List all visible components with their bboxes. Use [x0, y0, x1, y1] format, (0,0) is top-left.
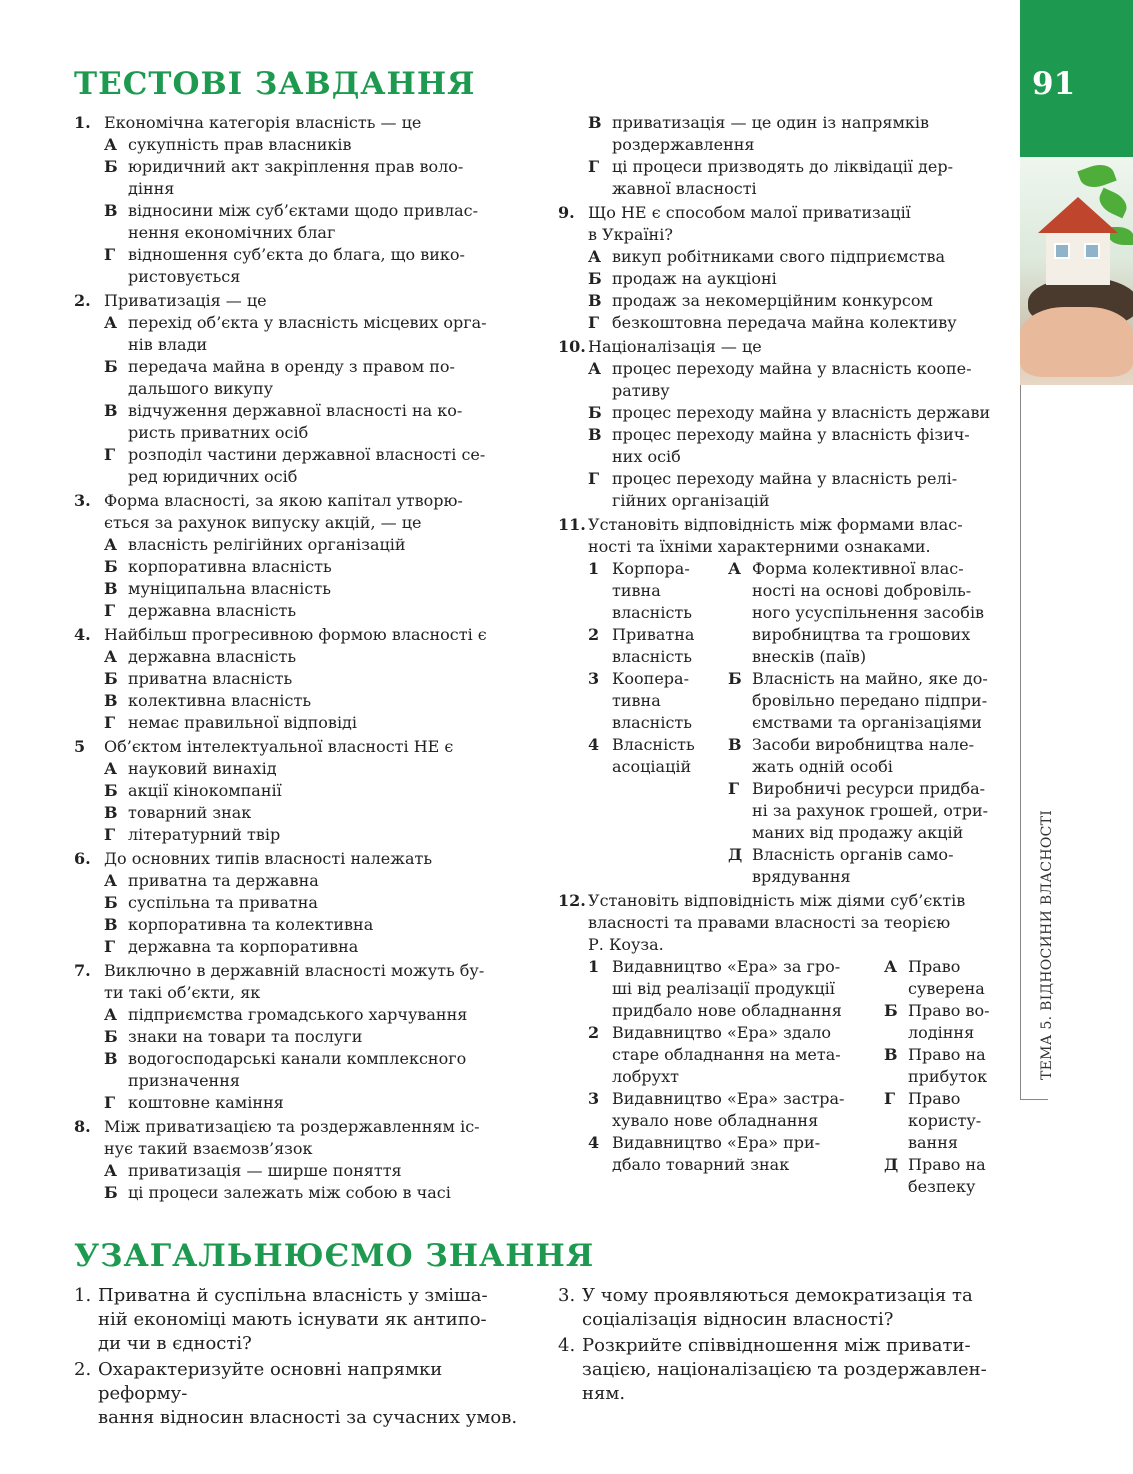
- summary-right-question: [558, 1334, 1003, 1406]
- answer-option: [588, 268, 998, 290]
- answer-letter: А: [104, 759, 118, 778]
- question-text: в Україні?: [588, 225, 673, 244]
- answer-option: [104, 200, 514, 244]
- answer-text: процес переходу майна у власність держави: [612, 403, 991, 422]
- answer-letter: А: [104, 1161, 118, 1180]
- summary-right-column: [558, 1284, 1003, 1408]
- question-number: 5: [74, 737, 86, 756]
- answer-letter: Г: [104, 445, 116, 464]
- answer-option: [104, 1026, 514, 1048]
- summary-text: Приватна й суспільна власність у зміша-: [98, 1285, 488, 1306]
- answer-option: [588, 358, 998, 402]
- question-q5: [74, 736, 514, 846]
- match-right-letter: Г: [884, 1089, 896, 1108]
- match-left-text: тивна: [612, 581, 661, 600]
- match-right-letter: Д: [884, 1155, 899, 1174]
- match-right-text: Виробничі ресурси придба-: [752, 779, 986, 798]
- answer-letter: А: [104, 313, 118, 332]
- summary-number: 3.: [558, 1285, 576, 1306]
- match-right-text: жать одній особі: [752, 757, 893, 776]
- summary-number: 4.: [558, 1335, 576, 1356]
- answer-letter: А: [104, 135, 118, 154]
- answer-text: роздержавлення: [612, 135, 755, 154]
- answer-text: продаж за некомерційним конкурсом: [612, 291, 933, 310]
- summary-text: соціалізація відносин власності?: [582, 1309, 894, 1330]
- answer-text: товарний знак: [128, 803, 252, 822]
- question-q2: [74, 290, 514, 488]
- answer-option: [588, 290, 998, 312]
- answer-text: викуп робітниками свого підприємства: [612, 247, 946, 266]
- match-right-text: лодіння: [908, 1023, 975, 1042]
- answer-text: приватизація — це один із напрямків: [612, 113, 930, 132]
- match-right-text: Засоби виробництва нале-: [752, 735, 975, 754]
- answer-letter: Б: [104, 557, 118, 576]
- answer-text: процес переходу майна у власність фізич-: [612, 425, 970, 444]
- answer-text: ристь приватних осіб: [128, 423, 309, 442]
- answer-letter: Г: [588, 469, 600, 488]
- answer-letter: В: [104, 803, 118, 822]
- page-number: 91: [1032, 66, 1076, 102]
- question-text: До основних типів власності належать: [104, 849, 433, 868]
- answer-text: продаж на аукціоні: [612, 269, 777, 288]
- question-text: ності та їхніми характерними ознаками.: [588, 537, 931, 556]
- spacer: [74, 1204, 514, 1206]
- match-left-text: Приватна: [612, 625, 695, 644]
- answer-text: муніципальна власність: [128, 579, 331, 598]
- answer-text: приватна власність: [128, 669, 293, 688]
- match-right-text: Право на: [908, 1155, 986, 1174]
- answer-text: корпоративна та колективна: [128, 915, 374, 934]
- match-right-text: Власність органів само-: [752, 845, 954, 864]
- answer-letter: Г: [104, 1093, 116, 1112]
- answer-letter: Б: [104, 669, 118, 688]
- answer-option: [104, 892, 514, 914]
- match-right-text: Право во-: [908, 1001, 990, 1020]
- tests-heading: ТЕСТОВІ ЗАВДАННЯ: [74, 66, 476, 102]
- answer-text: науковий винахід: [128, 759, 277, 778]
- question-q8cont: [558, 112, 998, 200]
- match-right-letter: Б: [728, 669, 742, 688]
- match-right-text: Право: [908, 957, 961, 976]
- match-left-number: 3: [588, 1089, 600, 1108]
- question-number: 2.: [74, 291, 91, 310]
- answer-option: [104, 1182, 514, 1204]
- match-right-text: користу-: [908, 1111, 982, 1130]
- match-left-number: 4: [588, 735, 600, 754]
- house-in-hands-photo: [1020, 157, 1133, 385]
- match-left-text: лобрухт: [612, 1067, 679, 1086]
- match-right-text: Власність на майно, яке до-: [752, 669, 988, 688]
- side-rule: [1020, 385, 1021, 1100]
- question-text: Що НЕ є способом малої приватизації: [588, 203, 911, 222]
- answer-letter: В: [104, 915, 118, 934]
- answer-text: відношення суб’єкта до блага, що вико-: [128, 245, 465, 264]
- match-left-number: 2: [588, 1023, 600, 1042]
- answer-letter: Б: [104, 893, 118, 912]
- answer-option: [104, 914, 514, 936]
- answer-text: відчуження державної власності на ко-: [128, 401, 463, 420]
- question-q11: [558, 514, 998, 888]
- match-right-text: Право: [908, 1089, 961, 1108]
- summary-text: ди чи в єдності?: [98, 1333, 252, 1354]
- answer-text: підприємства громадського харчування: [128, 1005, 468, 1024]
- question-text: Приватизація — це: [104, 291, 267, 310]
- answer-letter: Б: [104, 157, 118, 176]
- question-number: 6.: [74, 849, 91, 868]
- answer-text: відносини між суб’єктами щодо привлас-: [128, 201, 479, 220]
- answer-option: [104, 802, 514, 824]
- match-left-text: власність: [612, 603, 692, 622]
- match-left-number: 4: [588, 1133, 600, 1152]
- question-text: ти такі об’єкти, як: [104, 983, 261, 1002]
- chapter-side-title: ТЕМА 5. ВІДНОСИНИ ВЛАСНОСТІ: [1039, 809, 1055, 1080]
- answer-letter: В: [588, 291, 602, 310]
- answer-letter: Б: [104, 1027, 118, 1046]
- match-left-text: Видавництво «Ера» при-: [612, 1133, 821, 1152]
- answer-option: [104, 134, 514, 156]
- answer-option: [104, 824, 514, 846]
- answer-letter: В: [588, 425, 602, 444]
- answer-option: [104, 444, 514, 488]
- match-left-text: ші від реалізації продукції: [612, 979, 835, 998]
- match-left-text: Власність: [612, 735, 695, 754]
- answer-option: [104, 646, 514, 668]
- answer-text: передача майна в оренду з правом по-: [128, 357, 455, 376]
- question-number: 7.: [74, 961, 91, 980]
- match-right-text: виробництва та грошових: [752, 625, 971, 644]
- spacer: [558, 1198, 998, 1200]
- answer-option: [104, 690, 514, 712]
- match-left-text: тивна: [612, 691, 661, 710]
- match-right-letter: А: [728, 559, 742, 578]
- answer-letter: В: [104, 691, 118, 710]
- question-text: ється за рахунок випуску акцій, — це: [104, 513, 422, 532]
- summary-heading: УЗАГАЛЬНЮЄМО ЗНАННЯ: [74, 1238, 595, 1274]
- answer-text: державна власність: [128, 601, 297, 620]
- side-rule-tick: [1020, 1099, 1048, 1100]
- question-text: Між приватизацією та роздержавленням іс-: [104, 1117, 480, 1136]
- question-number: 8.: [74, 1117, 91, 1136]
- match-left-text: власність: [612, 713, 692, 732]
- answer-letter: В: [104, 1049, 118, 1068]
- question-text: Р. Коуза.: [588, 935, 664, 954]
- answer-text: жавної власності: [612, 179, 757, 198]
- match-right-text: вання: [908, 1133, 958, 1152]
- answer-option: [588, 402, 998, 424]
- question-q8: [74, 1116, 514, 1204]
- answer-text: коштовне каміння: [128, 1093, 284, 1112]
- match-left-text: Видавництво «Ера» здало: [612, 1023, 832, 1042]
- answer-letter: Б: [104, 781, 118, 800]
- answer-text: державна власність: [128, 647, 297, 666]
- question-text: Установіть відповідність між формами влас-: [588, 515, 963, 534]
- tests-right-column: [558, 112, 998, 1200]
- answer-letter: Г: [104, 937, 116, 956]
- answer-option: [588, 468, 998, 512]
- summary-text: Розкрийте співвідношення між привати-: [582, 1335, 971, 1356]
- answer-option: [104, 556, 514, 578]
- answer-letter: Г: [104, 713, 116, 732]
- answer-option: [588, 424, 998, 468]
- answer-option: [104, 936, 514, 958]
- match-right-text: Форма колективної влас-: [752, 559, 964, 578]
- answer-option: [104, 1004, 514, 1026]
- answer-text: водогосподарські канали комплексного: [128, 1049, 467, 1068]
- answer-letter: В: [104, 401, 118, 420]
- question-q4: [74, 624, 514, 734]
- match-right-letter: А: [884, 957, 898, 976]
- answer-option: [588, 246, 998, 268]
- question-text: Об’єктом інтелектуальної власності НЕ є: [104, 737, 454, 756]
- answer-letter: Б: [588, 269, 602, 288]
- question-number: 9.: [558, 203, 575, 222]
- question-text: Форма власності, за якою капітал утворю-: [104, 491, 463, 510]
- match-right-text: ємствами та організаціями: [752, 713, 982, 732]
- answer-option: [588, 112, 998, 156]
- question-number: 10.: [558, 337, 586, 356]
- answer-text: сукупність прав власників: [128, 135, 352, 154]
- answer-option: [104, 1160, 514, 1182]
- match-right-text: прибуток: [908, 1067, 988, 1086]
- answer-letter: А: [104, 535, 118, 554]
- match-left-text: Видавництво «Ера» за гро-: [612, 957, 841, 976]
- answer-text: ці процеси призводять до ліквідації дер-: [612, 157, 953, 176]
- summary-left-question: [74, 1358, 519, 1430]
- match-right-text: ного усуспільнення засобів: [752, 603, 985, 622]
- answer-letter: А: [588, 359, 602, 378]
- summary-text: Охарактеризуйте основні напрямки реформу-: [98, 1359, 443, 1404]
- match-right-text: врядування: [752, 867, 851, 886]
- answer-letter: Г: [104, 601, 116, 620]
- answer-text: перехід об’єкта у власність місцевих орга-: [128, 313, 487, 332]
- answer-letter: В: [588, 113, 602, 132]
- match-right-text: безпеку: [908, 1177, 976, 1196]
- answer-option: [104, 578, 514, 600]
- answer-text: безкоштовна передача майна колективу: [612, 313, 957, 332]
- match-left-number: 1: [588, 559, 600, 578]
- summary-left-column: [74, 1284, 519, 1432]
- matching-table: [588, 956, 998, 1198]
- answer-text: процес переходу майна у власність релі-: [612, 469, 958, 488]
- match-right-text: маних від продажу акцій: [752, 823, 964, 842]
- question-text: Виключно в державній власності можуть бу-: [104, 961, 485, 980]
- answer-option: [104, 312, 514, 356]
- answer-option: [104, 712, 514, 734]
- tests-left-column: [74, 112, 514, 1206]
- answer-text: призначення: [128, 1071, 240, 1090]
- question-q9: [558, 202, 998, 334]
- answer-text: літературний твір: [128, 825, 281, 844]
- question-text: Економічна категорія власність — це: [104, 113, 422, 132]
- answer-option: [588, 312, 998, 334]
- answer-option: [104, 758, 514, 780]
- match-left-text: Коопера-: [612, 669, 689, 688]
- answer-text: колективна власність: [128, 691, 312, 710]
- answer-text: акції кінокомпанії: [128, 781, 282, 800]
- summary-text: У чому проявляються демократизація та: [582, 1285, 973, 1306]
- match-right-text: внесків (паїв): [752, 647, 867, 666]
- answer-option: [104, 534, 514, 556]
- question-q1: [74, 112, 514, 288]
- match-right-text: ності на основі добровіль-: [752, 581, 972, 600]
- question-text: нує такий взаємозв’язок: [104, 1139, 313, 1158]
- match-left-text: старе обладнання на мета-: [612, 1045, 841, 1064]
- match-left-text: асоціацій: [612, 757, 692, 776]
- answer-letter: Г: [104, 825, 116, 844]
- question-q12: [558, 890, 998, 1198]
- summary-text: вання відносин власності за сучасних умов.: [98, 1407, 518, 1428]
- answer-letter: В: [104, 201, 118, 220]
- answer-text: державна та корпоративна: [128, 937, 359, 956]
- answer-text: власність релігійних організацій: [128, 535, 406, 554]
- answer-text: нення економічних благ: [128, 223, 336, 242]
- match-right-letter: В: [728, 735, 742, 754]
- question-number: 4.: [74, 625, 91, 644]
- summary-text: ням.: [582, 1383, 626, 1404]
- answer-text: діння: [128, 179, 175, 198]
- answer-option: [104, 870, 514, 892]
- answer-text: юридичний акт закріплення прав воло-: [128, 157, 464, 176]
- question-text: власності та правами власності за теорією: [588, 913, 951, 932]
- answer-letter: Г: [588, 157, 600, 176]
- match-right-letter: Б: [884, 1001, 898, 1020]
- answer-option: [104, 1092, 514, 1114]
- answer-option: [104, 668, 514, 690]
- answer-text: немає правильної відповіді: [128, 713, 358, 732]
- answer-letter: Б: [104, 1183, 118, 1202]
- question-number: 3.: [74, 491, 91, 510]
- answer-option: [104, 244, 514, 288]
- answer-text: ристовується: [128, 267, 241, 286]
- answer-text: ці процеси залежать між собою в часі: [128, 1183, 451, 1202]
- answer-letter: А: [104, 871, 118, 890]
- answer-option: [588, 156, 998, 200]
- answer-text: процес переходу майна у власність коопе-: [612, 359, 972, 378]
- answer-option: [104, 780, 514, 802]
- answer-letter: А: [104, 1005, 118, 1024]
- answer-letter: А: [588, 247, 602, 266]
- question-text: Найбільш прогресивною формою власності є: [104, 625, 487, 644]
- question-number: 11.: [558, 515, 586, 534]
- answer-text: дальшого викупу: [128, 379, 274, 398]
- match-right-letter: Г: [728, 779, 740, 798]
- answer-letter: Б: [104, 357, 118, 376]
- question-number: 12.: [558, 891, 586, 910]
- answer-option: [104, 1048, 514, 1092]
- match-right-text: Право на: [908, 1045, 986, 1064]
- answer-letter: Г: [104, 245, 116, 264]
- match-left-text: придбало нове обладнання: [612, 1001, 842, 1020]
- matching-table: [588, 558, 998, 888]
- match-right-letter: Д: [728, 845, 743, 864]
- match-left-number: 1: [588, 957, 600, 976]
- answer-text: гійних організацій: [612, 491, 770, 510]
- match-left-text: власність: [612, 647, 692, 666]
- match-right-text: суверена: [908, 979, 985, 998]
- answer-text: ративу: [612, 381, 670, 400]
- question-text: Націоналізація — це: [588, 337, 762, 356]
- summary-right-question: [558, 1284, 1003, 1332]
- answer-option: [104, 156, 514, 200]
- answer-letter: Б: [588, 403, 602, 422]
- match-left-text: дбало товарний знак: [612, 1155, 790, 1174]
- answer-letter: В: [104, 579, 118, 598]
- answer-option: [104, 600, 514, 622]
- answer-text: приватна та державна: [128, 871, 319, 890]
- question-q3: [74, 490, 514, 622]
- match-left-text: хувало нове обладнання: [612, 1111, 819, 1130]
- match-left-text: Корпора-: [612, 559, 690, 578]
- question-q10: [558, 336, 998, 512]
- summary-number: 1.: [74, 1285, 92, 1306]
- answer-text: ред юридичних осіб: [128, 467, 298, 486]
- answer-text: приватизація — ширше поняття: [128, 1161, 402, 1180]
- match-right-letter: В: [884, 1045, 898, 1064]
- answer-text: них осіб: [612, 447, 681, 466]
- match-right-text: бровільно передано підпри-: [752, 691, 988, 710]
- question-number: 1.: [74, 113, 91, 132]
- summary-text: ній економіці мають існувати як антипо-: [98, 1309, 487, 1330]
- answer-text: знаки на товари та послуги: [128, 1027, 363, 1046]
- match-left-number: 2: [588, 625, 600, 644]
- summary-text: зацією, націоналізацією та роздержавлен-: [582, 1359, 987, 1380]
- answer-letter: Г: [588, 313, 600, 332]
- answer-option: [104, 356, 514, 400]
- answer-option: [104, 400, 514, 444]
- match-right-text: ні за рахунок грошей, отри-: [752, 801, 989, 820]
- answer-text: суспільна та приватна: [128, 893, 318, 912]
- answer-text: розподіл частини державної власності се-: [128, 445, 486, 464]
- summary-left-question: [74, 1284, 519, 1356]
- answer-text: нів влади: [128, 335, 208, 354]
- answer-letter: А: [104, 647, 118, 666]
- question-q7: [74, 960, 514, 1114]
- question-q6: [74, 848, 514, 958]
- summary-number: 2.: [74, 1359, 92, 1380]
- answer-text: корпоративна власність: [128, 557, 332, 576]
- match-left-number: 3: [588, 669, 600, 688]
- match-left-text: Видавництво «Ера» застра-: [612, 1089, 845, 1108]
- question-text: Установіть відповідність між діями суб’єктів: [588, 891, 966, 910]
